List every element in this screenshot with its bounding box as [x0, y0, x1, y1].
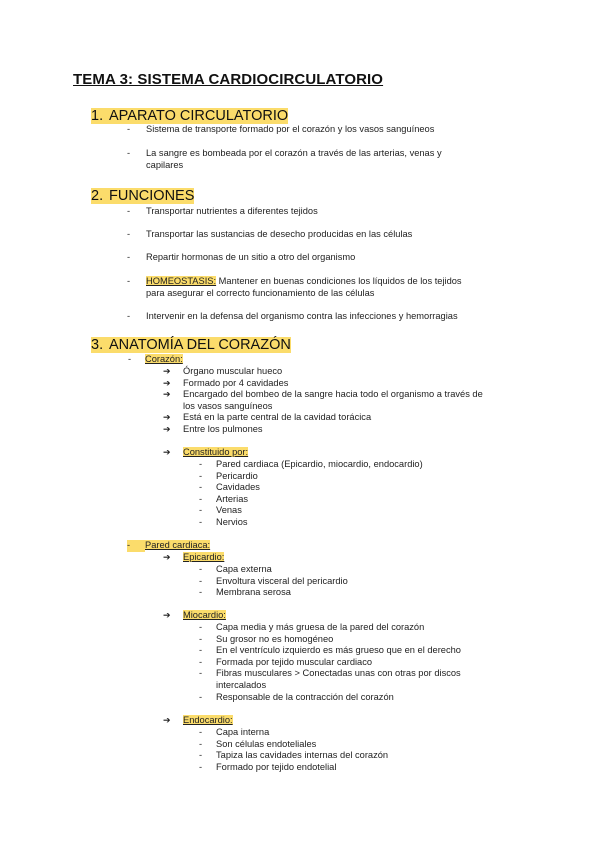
- dash-bullet: -: [127, 229, 131, 239]
- list-item: - Capa media y más gruesa de la pared del corazón: [199, 622, 425, 632]
- list-item: - Formada por tejido muscular cardiaco: [199, 656, 373, 667]
- dash-bullet: -: [127, 124, 131, 134]
- list-item: - Venas: [199, 505, 242, 516]
- list-item: - Nervios: [199, 516, 248, 527]
- list-item: ➔ Órgano muscular hueco: [163, 366, 283, 376]
- list-item: ➔ Entre los pulmones: [163, 423, 263, 434]
- list-item: ➔ Formado por 4 cavidades: [163, 377, 289, 388]
- constituido-label: ➔ Constituido por:: [163, 447, 249, 457]
- list-item: - Capa externa: [199, 564, 272, 574]
- dash-bullet: -: [128, 354, 132, 364]
- dash-bullet: -: [127, 311, 131, 321]
- homeostasis-text: Mantener en buenas condiciones los líquidos de los tejidos: [216, 276, 462, 286]
- arrow-icon: ➔: [163, 423, 171, 434]
- arrow-icon: ➔: [163, 389, 171, 400]
- section-2-title: FUNCIONES: [109, 188, 195, 204]
- dash-bullet: -: [127, 252, 131, 262]
- list-item: Transportar las sustancias de desecho producidas en las células: [146, 229, 413, 239]
- list-item: - Tapiza las cavidades internas del corazón: [199, 750, 389, 761]
- miocardio-list: [199, 622, 461, 703]
- arrow-icon: ➔: [163, 715, 171, 725]
- dash-bullet: -: [127, 276, 131, 286]
- section-3-number: 3.: [91, 337, 104, 353]
- list-item-continuation: intercalados: [216, 679, 267, 690]
- list-item: - Formado por tejido endotelial: [199, 761, 337, 772]
- epicardio-list: [199, 564, 348, 599]
- list-item-homeostasis: [146, 276, 462, 288]
- list-item: - Responsable de la contracción del corazón: [199, 691, 394, 702]
- list-item-continuation: para asegurar el correcto funcionamiento de las células: [146, 288, 375, 298]
- arrow-icon: ➔: [163, 610, 171, 620]
- list-item: Intervenir en la defensa del organismo contra las infecciones y hemorragias: [146, 311, 458, 321]
- dash-bullet: -: [127, 206, 131, 216]
- endocardio-list: [199, 727, 388, 773]
- section-1-title: APARATO CIRCULATORIO: [109, 108, 289, 124]
- dash-bullet: -: [127, 148, 131, 158]
- list-item: - Envoltura visceral del pericardio: [199, 575, 348, 586]
- page-title: TEMA 3: SISTEMA CARDIOCIRCULATORIO: [73, 71, 384, 88]
- list-item: La sangre es bombeada por el corazón a través de las arterias, venas y: [146, 148, 442, 158]
- list-item: - Cavidades: [199, 482, 260, 493]
- list-item-continuation: los vasos sanguíneos: [183, 400, 273, 411]
- corazon-label: Corazón:: [145, 354, 183, 364]
- pared-cardiaca-label: - Pared cardiaca:: [127, 540, 211, 550]
- list-item: - Su grosor no es homogéneo: [199, 633, 334, 644]
- list-item: - Membrana serosa: [199, 587, 291, 598]
- arrow-icon: ➔: [163, 447, 171, 457]
- section-3-heading: [91, 337, 291, 353]
- arrow-icon: ➔: [163, 377, 171, 388]
- list-item: - En el ventrículo izquierdo es más grueso que en el derecho: [199, 645, 461, 656]
- list-item: - Fibras musculares > Conectadas unas con otras por discos: [199, 668, 461, 679]
- arrow-icon: ➔: [163, 366, 171, 376]
- corazon-list: [163, 366, 483, 436]
- list-item: Sistema de transporte formado por el corazón y los vasos sanguíneos: [146, 124, 435, 134]
- section-1-heading: [91, 108, 288, 124]
- list-item: ➔ Encargado del bombeo de la sangre hacia todo el organismo a través de: [163, 389, 483, 400]
- list-item: Repartir hormonas de un sitio a otro del organismo: [146, 252, 356, 262]
- section-2-number: 2.: [91, 188, 104, 204]
- list-item: Transportar nutrientes a diferentes tejidos: [146, 206, 318, 216]
- list-item: - Arterias: [199, 493, 249, 504]
- miocardio-label: ➔ Miocardio:: [163, 610, 226, 620]
- arrow-icon: ➔: [163, 412, 171, 423]
- endocardio-label: ➔ Endocardio:: [163, 715, 233, 725]
- list-item-continuation: capilares: [146, 160, 184, 170]
- list-item: - Capa interna: [199, 727, 270, 737]
- list-item: - Pared cardiaca (Epicardio, miocardio, endocardio): [199, 459, 423, 469]
- section-3-title: ANATOMÍA DEL CORAZÓN: [109, 337, 291, 353]
- list-item: ➔ Está en la parte central de la cavidad torácica: [163, 412, 372, 423]
- homeostasis-label: HOMEOSTASIS:: [146, 276, 217, 286]
- list-item: - Pericardio: [199, 470, 258, 481]
- arrow-icon: ➔: [163, 552, 171, 562]
- section-2-heading: [91, 188, 194, 204]
- list-item: - Son células endoteliales: [199, 738, 317, 749]
- section-1-number: 1.: [91, 108, 104, 124]
- epicardio-label: ➔ Epicardio:: [163, 552, 225, 562]
- constituido-list: [199, 459, 423, 529]
